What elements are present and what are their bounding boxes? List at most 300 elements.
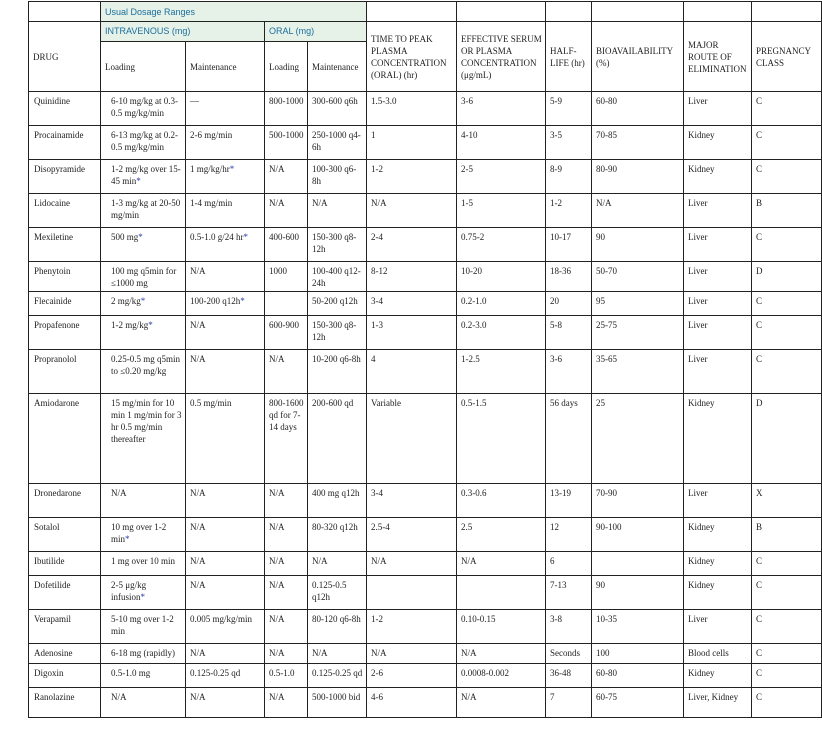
table-row xyxy=(29,316,822,350)
half-life-header: HALF-LIFE (hr) xyxy=(546,22,592,92)
half-life-cell-text: 3-8 xyxy=(550,614,562,624)
route-of-elimination-cell xyxy=(684,262,752,292)
bioavailability-cell xyxy=(592,92,684,126)
effective-concentration-cell xyxy=(457,688,546,718)
route-of-elimination-cell-text: Liver xyxy=(688,320,708,330)
route-of-elimination-cell xyxy=(684,552,752,576)
pregnancy-class-cell-text: C xyxy=(756,130,763,140)
blank-header-cell xyxy=(367,2,457,22)
oral-loading-cell xyxy=(265,262,308,292)
time-to-peak-cell-text: 1.5-3.0 xyxy=(371,96,397,106)
route-of-elimination-cell xyxy=(684,160,752,194)
time-to-peak-cell-text: 3-4 xyxy=(371,296,383,306)
pregnancy-class-cell xyxy=(752,126,822,160)
half-life-cell-text: 3-6 xyxy=(550,354,562,364)
effective-concentration-cell-text: 0.3-0.6 xyxy=(461,488,487,498)
time-to-peak-cell xyxy=(367,92,457,126)
bioavailability-cell xyxy=(592,688,684,718)
half-life-cell-text: 3-5 xyxy=(550,130,562,140)
effective-concentration-cell xyxy=(457,552,546,576)
oral-maintenance-cell-text: 100-400 q12-24h xyxy=(312,266,361,288)
pregnancy-class-cell xyxy=(752,664,822,688)
oral-loading-cell-text: N/A xyxy=(269,614,285,624)
oral-maintenance-cell xyxy=(308,316,367,350)
iv-maintenance-cell xyxy=(186,160,265,194)
iv-loading-cell-text: 6-18 mg (rapidly) xyxy=(111,648,175,658)
half-life-cell xyxy=(546,484,592,518)
oral-loading-cell-text: N/A xyxy=(269,198,285,208)
oral-maintenance-cell-text: 150-300 q8-12h xyxy=(312,232,357,254)
drug-cell xyxy=(29,688,101,718)
route-of-elimination-cell-text: Kidney xyxy=(688,580,715,590)
time-to-peak-cell-text: 4-6 xyxy=(371,692,383,702)
table-body xyxy=(29,92,822,718)
footnote-asterisk: * xyxy=(240,296,245,306)
oral-maintenance-cell-text: 0.125-0.25 qd xyxy=(312,668,363,678)
drug-cell-text: Adenosine xyxy=(34,648,73,658)
intravenous-header: INTRAVENOUS (mg) xyxy=(101,22,265,42)
half-life-cell xyxy=(546,552,592,576)
oral-maintenance-cell-text: N/A xyxy=(312,648,328,658)
drug-cell-text: Procainamide xyxy=(34,130,84,140)
iv-maintenance-cell-text: 0.125-0.25 qd xyxy=(190,668,241,678)
footnote-asterisk: * xyxy=(243,232,248,242)
pregnancy-class-cell xyxy=(752,484,822,518)
pregnancy-class-cell-text: C xyxy=(756,556,763,566)
iv-loading-cell-text: 1 mg over 10 min xyxy=(111,556,175,566)
iv-loading-cell-text: 100 mg q5min for ≤1000 mg xyxy=(111,266,177,288)
bioavailability-cell xyxy=(592,194,684,228)
bioavailability-cell-text: 60-80 xyxy=(596,96,617,106)
oral-maintenance-cell xyxy=(308,194,367,228)
drug-cell xyxy=(29,228,101,262)
oral-loading-cell xyxy=(265,552,308,576)
effective-concentration-cell xyxy=(457,92,546,126)
route-of-elimination-cell-text: Liver, Kidney xyxy=(688,692,739,702)
bioavailability-header: BIOAVAILABILITY (%) xyxy=(592,22,684,92)
footnote-asterisk: * xyxy=(229,164,235,174)
drug-cell xyxy=(29,316,101,350)
iv-maintenance-cell xyxy=(186,518,265,552)
effective-concentration-cell xyxy=(457,644,546,664)
iv-maintenance-cell xyxy=(186,316,265,350)
iv-maintenance-cell xyxy=(186,484,265,518)
table-row xyxy=(29,126,822,160)
drug-cell-text: Phenytoin xyxy=(34,266,71,276)
iv-maintenance-cell-text: N/A xyxy=(190,580,206,590)
table-row xyxy=(29,292,822,316)
oral-loading-cell xyxy=(265,644,308,664)
iv-loading-cell xyxy=(101,518,186,552)
table-row xyxy=(29,228,822,262)
table-row xyxy=(29,394,822,484)
time-to-peak-cell xyxy=(367,160,457,194)
half-life-cell-text: 7 xyxy=(550,692,555,702)
pregnancy-class-cell xyxy=(752,394,822,484)
iv-loading-cell-text: 1-2 mg/kg over 15-45 min xyxy=(111,164,181,186)
oral-loading-cell-text: N/A xyxy=(269,580,285,590)
bioavailability-cell-text: 95 xyxy=(596,296,605,306)
half-life-cell xyxy=(546,664,592,688)
iv-maintenance-cell xyxy=(186,194,265,228)
route-of-elimination-cell xyxy=(684,576,752,610)
iv-loading-cell xyxy=(101,688,186,718)
bioavailability-cell xyxy=(592,552,684,576)
oral-maintenance-cell-text: N/A xyxy=(312,198,328,208)
route-of-elimination-cell xyxy=(684,644,752,664)
oral-maintenance-cell xyxy=(308,552,367,576)
time-to-peak-cell xyxy=(367,394,457,484)
half-life-cell xyxy=(546,688,592,718)
iv-loading-cell-text: 0.25-0.5 mg q5min to ≤0.20 mg/kg xyxy=(111,354,180,376)
time-to-peak-cell-text: N/A xyxy=(371,556,387,566)
time-to-peak-cell xyxy=(367,262,457,292)
bioavailability-cell xyxy=(592,316,684,350)
oral-maintenance-cell-text: 300-600 q6h xyxy=(312,96,358,106)
iv-maintenance-cell-text: N/A xyxy=(190,522,206,532)
table-row xyxy=(29,688,822,718)
drug-cell-text: Amiodarone xyxy=(34,398,79,408)
iv-maintenance-cell-text: 1 mg/kg/hr xyxy=(190,164,230,174)
effective-concentration-cell-text: 0.0008-0.002 xyxy=(461,668,509,678)
time-to-peak-cell xyxy=(367,552,457,576)
drug-cell-text: Flecainide xyxy=(34,296,72,306)
effective-concentration-cell-text: 3-6 xyxy=(461,96,473,106)
oral-maintenance-cell-text: 10-200 q6-8h xyxy=(312,354,361,364)
route-of-elimination-cell xyxy=(684,484,752,518)
route-of-elimination-cell-text: Blood cells xyxy=(688,648,729,658)
time-to-peak-cell xyxy=(367,350,457,394)
bioavailability-cell-text: 35-65 xyxy=(596,354,617,364)
iv-loading-cell xyxy=(101,262,186,292)
drug-cell xyxy=(29,194,101,228)
iv-maintenance-cell-text: N/A xyxy=(190,648,206,658)
half-life-cell-text: 5-9 xyxy=(550,96,562,106)
oral-loading-cell xyxy=(265,610,308,644)
drug-cell-text: Disopyramide xyxy=(34,164,85,174)
drug-cell-text: Sotalol xyxy=(34,522,60,532)
oral-maintenance-cell-text: 80-120 q6-8h xyxy=(312,614,361,624)
effective-serum-header: EFFECTIVE SERUM OR PLASMA CONCENTRATION (μg/mL) xyxy=(457,22,546,92)
effective-concentration-cell-text: N/A xyxy=(461,556,477,566)
iv-loading-cell-text: 1-2 mg/kg xyxy=(111,320,149,330)
oral-maintenance-cell xyxy=(308,292,367,316)
iv-loading-cell-text: N/A xyxy=(111,488,127,498)
footnote-asterisk: * xyxy=(136,176,141,186)
time-to-peak-cell xyxy=(367,518,457,552)
drug-cell xyxy=(29,262,101,292)
effective-concentration-cell xyxy=(457,292,546,316)
iv-maintenance-cell-text: 0.5-1.0 g/24 hr xyxy=(190,232,244,242)
table-row xyxy=(29,552,822,576)
half-life-cell xyxy=(546,262,592,292)
effective-concentration-cell xyxy=(457,194,546,228)
time-to-peak-header: TIME TO PEAK PLASMA CONCENTRATION (ORAL) (hr) xyxy=(367,22,457,92)
time-to-peak-cell-text: 1-3 xyxy=(371,320,383,330)
oral-loading-cell xyxy=(265,394,308,484)
bioavailability-cell-text: 90 xyxy=(596,580,605,590)
route-of-elimination-cell-text: Liver xyxy=(688,266,708,276)
iv-loading-header: Loading xyxy=(101,42,186,92)
oral-loading-cell-text: 1000 xyxy=(269,266,287,276)
half-life-cell-text: 8-9 xyxy=(550,164,562,174)
iv-loading-cell-text: 10 mg over 1-2 min xyxy=(111,522,167,544)
time-to-peak-cell-text: 2.5-4 xyxy=(371,522,390,532)
iv-maintenance-cell xyxy=(186,576,265,610)
time-to-peak-cell xyxy=(367,292,457,316)
oral-maintenance-cell-text: 250-1000 q4-6h xyxy=(312,130,361,152)
iv-loading-cell-text: 15 mg/min for 10 min 1 mg/min for 3 hr 0.5 mg/min thereafter xyxy=(111,398,182,444)
drug-cell xyxy=(29,576,101,610)
route-of-elimination-cell-text: Kidney xyxy=(688,130,715,140)
effective-concentration-cell-text: 4-10 xyxy=(461,130,478,140)
route-of-elimination-cell xyxy=(684,228,752,262)
iv-loading-cell xyxy=(101,292,186,316)
table-row xyxy=(29,644,822,664)
oral-loading-cell-text: 400-600 xyxy=(269,232,299,242)
iv-loading-cell xyxy=(101,126,186,160)
iv-maintenance-cell xyxy=(186,350,265,394)
half-life-cell-text: 36-48 xyxy=(550,668,571,678)
effective-concentration-cell-text: 0.75-2 xyxy=(461,232,485,242)
footnote-asterisk: * xyxy=(140,296,146,306)
time-to-peak-cell xyxy=(367,126,457,160)
table-row xyxy=(29,610,822,644)
half-life-cell xyxy=(546,292,592,316)
bioavailability-cell xyxy=(592,394,684,484)
table-row xyxy=(29,160,822,194)
half-life-cell-text: 7-13 xyxy=(550,580,567,590)
bioavailability-cell xyxy=(592,262,684,292)
oral-loading-cell-text: 800-1000 xyxy=(269,96,304,106)
half-life-cell xyxy=(546,644,592,664)
half-life-cell xyxy=(546,576,592,610)
route-of-elimination-cell-text: Kidney xyxy=(688,668,715,678)
pregnancy-class-cell xyxy=(752,610,822,644)
effective-concentration-cell-text: 2-5 xyxy=(461,164,473,174)
iv-maintenance-cell xyxy=(186,552,265,576)
pregnancy-class-cell-text: C xyxy=(756,96,763,106)
oral-maintenance-cell xyxy=(308,576,367,610)
bioavailability-cell-text: 90-100 xyxy=(596,522,622,532)
iv-loading-cell xyxy=(101,316,186,350)
bioavailability-cell xyxy=(592,292,684,316)
bioavailability-cell xyxy=(592,518,684,552)
effective-concentration-cell xyxy=(457,228,546,262)
oral-loading-cell-text: 0.5-1.0 xyxy=(269,668,295,678)
pregnancy-class-cell-text: C xyxy=(756,692,763,702)
iv-maintenance-cell-text: 100-200 q12h xyxy=(190,296,241,306)
iv-loading-cell-text: 6-13 mg/kg at 0.2-0.5 mg/kg/min xyxy=(111,130,178,152)
drug-cell xyxy=(29,552,101,576)
oral-maintenance-cell-text: 150-300 q8-12h xyxy=(312,320,357,342)
route-of-elimination-cell xyxy=(684,316,752,350)
oral-maintenance-cell-text: 50-200 q12h xyxy=(312,296,358,306)
time-to-peak-cell-text: Variable xyxy=(371,398,401,408)
effective-concentration-cell-text: N/A xyxy=(461,692,477,702)
table-row xyxy=(29,92,822,126)
pregnancy-class-cell xyxy=(752,688,822,718)
iv-maintenance-cell-text: N/A xyxy=(190,488,206,498)
oral-loading-cell xyxy=(265,228,308,262)
effective-concentration-cell-text: 1-5 xyxy=(461,198,473,208)
drug-cell-text: Verapamil xyxy=(34,614,71,624)
iv-loading-cell xyxy=(101,228,186,262)
oral-loading-cell xyxy=(265,292,308,316)
iv-maintenance-cell-text: — xyxy=(190,96,199,106)
iv-loading-cell xyxy=(101,576,186,610)
blank-header-cell xyxy=(546,2,592,22)
effective-concentration-cell-text: 1-2.5 xyxy=(461,354,480,364)
oral-maintenance-cell xyxy=(308,688,367,718)
footnote-asterisk: * xyxy=(138,232,143,242)
half-life-cell xyxy=(546,92,592,126)
iv-maintenance-header: Maintenance xyxy=(186,42,265,92)
drug-cell-text: Lidocaine xyxy=(34,198,70,208)
route-of-elimination-cell xyxy=(684,350,752,394)
oral-maintenance-cell xyxy=(308,92,367,126)
pregnancy-class-cell-text: B xyxy=(756,522,763,532)
oral-maintenance-cell xyxy=(308,664,367,688)
drug-cell xyxy=(29,126,101,160)
iv-loading-cell-text: 2-5 μg/kg infusion xyxy=(111,580,147,602)
bioavailability-cell xyxy=(592,350,684,394)
half-life-cell-text: 13-19 xyxy=(550,488,571,498)
pregnancy-class-cell-text: C xyxy=(756,648,763,658)
iv-loading-cell-text: 5-10 mg over 1-2 min xyxy=(111,614,174,636)
time-to-peak-cell xyxy=(367,228,457,262)
iv-maintenance-cell-text: 2-6 mg/min xyxy=(190,130,233,140)
oral-loading-cell-text: N/A xyxy=(269,692,285,702)
effective-concentration-cell-text: 0.5-1.5 xyxy=(461,398,487,408)
bioavailability-cell-text: N/A xyxy=(596,198,612,208)
time-to-peak-cell xyxy=(367,484,457,518)
iv-maintenance-cell xyxy=(186,228,265,262)
route-of-elimination-cell xyxy=(684,518,752,552)
iv-maintenance-cell-text: 0.5 mg/min xyxy=(190,398,232,408)
route-of-elimination-cell-text: Liver xyxy=(688,96,708,106)
drug-cell-text: Quinidine xyxy=(34,96,70,106)
half-life-cell-text: 10-17 xyxy=(550,232,571,242)
drug-cell xyxy=(29,394,101,484)
pregnancy-class-cell-text: C xyxy=(756,614,763,624)
blank-header-cell xyxy=(29,2,101,22)
bioavailability-cell xyxy=(592,610,684,644)
half-life-cell xyxy=(546,316,592,350)
major-route-header: MAJOR ROUTE OF ELIMINATION xyxy=(684,22,752,92)
pregnancy-class-cell-text: C xyxy=(756,668,763,678)
route-of-elimination-cell-text: Kidney xyxy=(688,398,715,408)
oral-maintenance-cell xyxy=(308,610,367,644)
bioavailability-cell xyxy=(592,664,684,688)
bioavailability-cell-text: 80-90 xyxy=(596,164,617,174)
drug-cell xyxy=(29,664,101,688)
oral-loading-cell xyxy=(265,664,308,688)
pregnancy-class-cell xyxy=(752,228,822,262)
bioavailability-cell xyxy=(592,484,684,518)
drug-cell xyxy=(29,644,101,664)
oral-maintenance-cell-text: 80-320 q12h xyxy=(312,522,358,532)
route-of-elimination-cell xyxy=(684,688,752,718)
time-to-peak-cell xyxy=(367,316,457,350)
pregnancy-class-cell xyxy=(752,92,822,126)
half-life-cell xyxy=(546,126,592,160)
half-life-cell xyxy=(546,610,592,644)
effective-concentration-cell-text: 10-20 xyxy=(461,266,482,276)
pregnancy-class-cell-text: D xyxy=(756,266,763,276)
oral-header: ORAL (mg) xyxy=(265,22,367,42)
effective-concentration-cell-text: 0.10-0.15 xyxy=(461,614,496,624)
table-row xyxy=(29,262,822,292)
route-of-elimination-cell-text: Kidney xyxy=(688,164,715,174)
half-life-cell-text: 1-2 xyxy=(550,198,562,208)
blank-header-cell xyxy=(457,2,546,22)
footnote-asterisk: * xyxy=(140,592,146,602)
bioavailability-cell-text: 70-85 xyxy=(596,130,617,140)
table-row xyxy=(29,194,822,228)
blank-header-cell xyxy=(752,2,822,22)
time-to-peak-cell xyxy=(367,644,457,664)
table-row xyxy=(29,518,822,552)
half-life-cell-text: 5-8 xyxy=(550,320,562,330)
time-to-peak-cell-text: 1 xyxy=(371,130,376,140)
drug-cell xyxy=(29,518,101,552)
iv-loading-cell-text: 0.5-1.0 mg xyxy=(111,668,151,678)
pregnancy-class-cell-text: B xyxy=(756,198,763,208)
effective-concentration-cell-text: 0.2-3.0 xyxy=(461,320,487,330)
iv-loading-cell xyxy=(101,484,186,518)
oral-maintenance-cell-text: 500-1000 bid xyxy=(312,692,361,702)
iv-loading-cell xyxy=(101,350,186,394)
pregnancy-class-cell xyxy=(752,576,822,610)
iv-loading-cell xyxy=(101,664,186,688)
drug-cell xyxy=(29,160,101,194)
iv-maintenance-cell-text: N/A xyxy=(190,556,206,566)
iv-maintenance-cell xyxy=(186,664,265,688)
half-life-cell-text: 56 days xyxy=(550,398,578,408)
time-to-peak-cell-text: 3-4 xyxy=(371,488,383,498)
effective-concentration-cell xyxy=(457,126,546,160)
oral-loading-cell-text: N/A xyxy=(269,488,285,498)
bioavailability-cell-text: 60-75 xyxy=(596,692,617,702)
time-to-peak-cell-text: 1-2 xyxy=(371,164,383,174)
iv-maintenance-cell xyxy=(186,610,265,644)
route-of-elimination-cell-text: Liver xyxy=(688,232,708,242)
bioavailability-cell-text: 60-80 xyxy=(596,668,617,678)
half-life-cell xyxy=(546,194,592,228)
half-life-cell xyxy=(546,160,592,194)
oral-maintenance-cell-text: N/A xyxy=(312,556,328,566)
half-life-cell xyxy=(546,518,592,552)
route-of-elimination-cell-text: Kidney xyxy=(688,556,715,566)
effective-concentration-cell xyxy=(457,664,546,688)
bioavailability-cell xyxy=(592,126,684,160)
pregnancy-class-header: PREGNANCY CLASS xyxy=(752,22,822,92)
oral-maintenance-cell xyxy=(308,160,367,194)
iv-maintenance-cell xyxy=(186,292,265,316)
iv-maintenance-cell xyxy=(186,644,265,664)
iv-loading-cell xyxy=(101,552,186,576)
oral-maintenance-cell xyxy=(308,518,367,552)
drug-cell xyxy=(29,484,101,518)
drug-dosage-table xyxy=(28,1,822,718)
bioavailability-cell-text: 25 xyxy=(596,398,605,408)
effective-concentration-cell xyxy=(457,350,546,394)
bioavailability-cell-text: 25-75 xyxy=(596,320,617,330)
route-of-elimination-cell-text: Kidney xyxy=(688,522,715,532)
table-row xyxy=(29,576,822,610)
drug-cell-text: Mexiletine xyxy=(34,232,73,242)
